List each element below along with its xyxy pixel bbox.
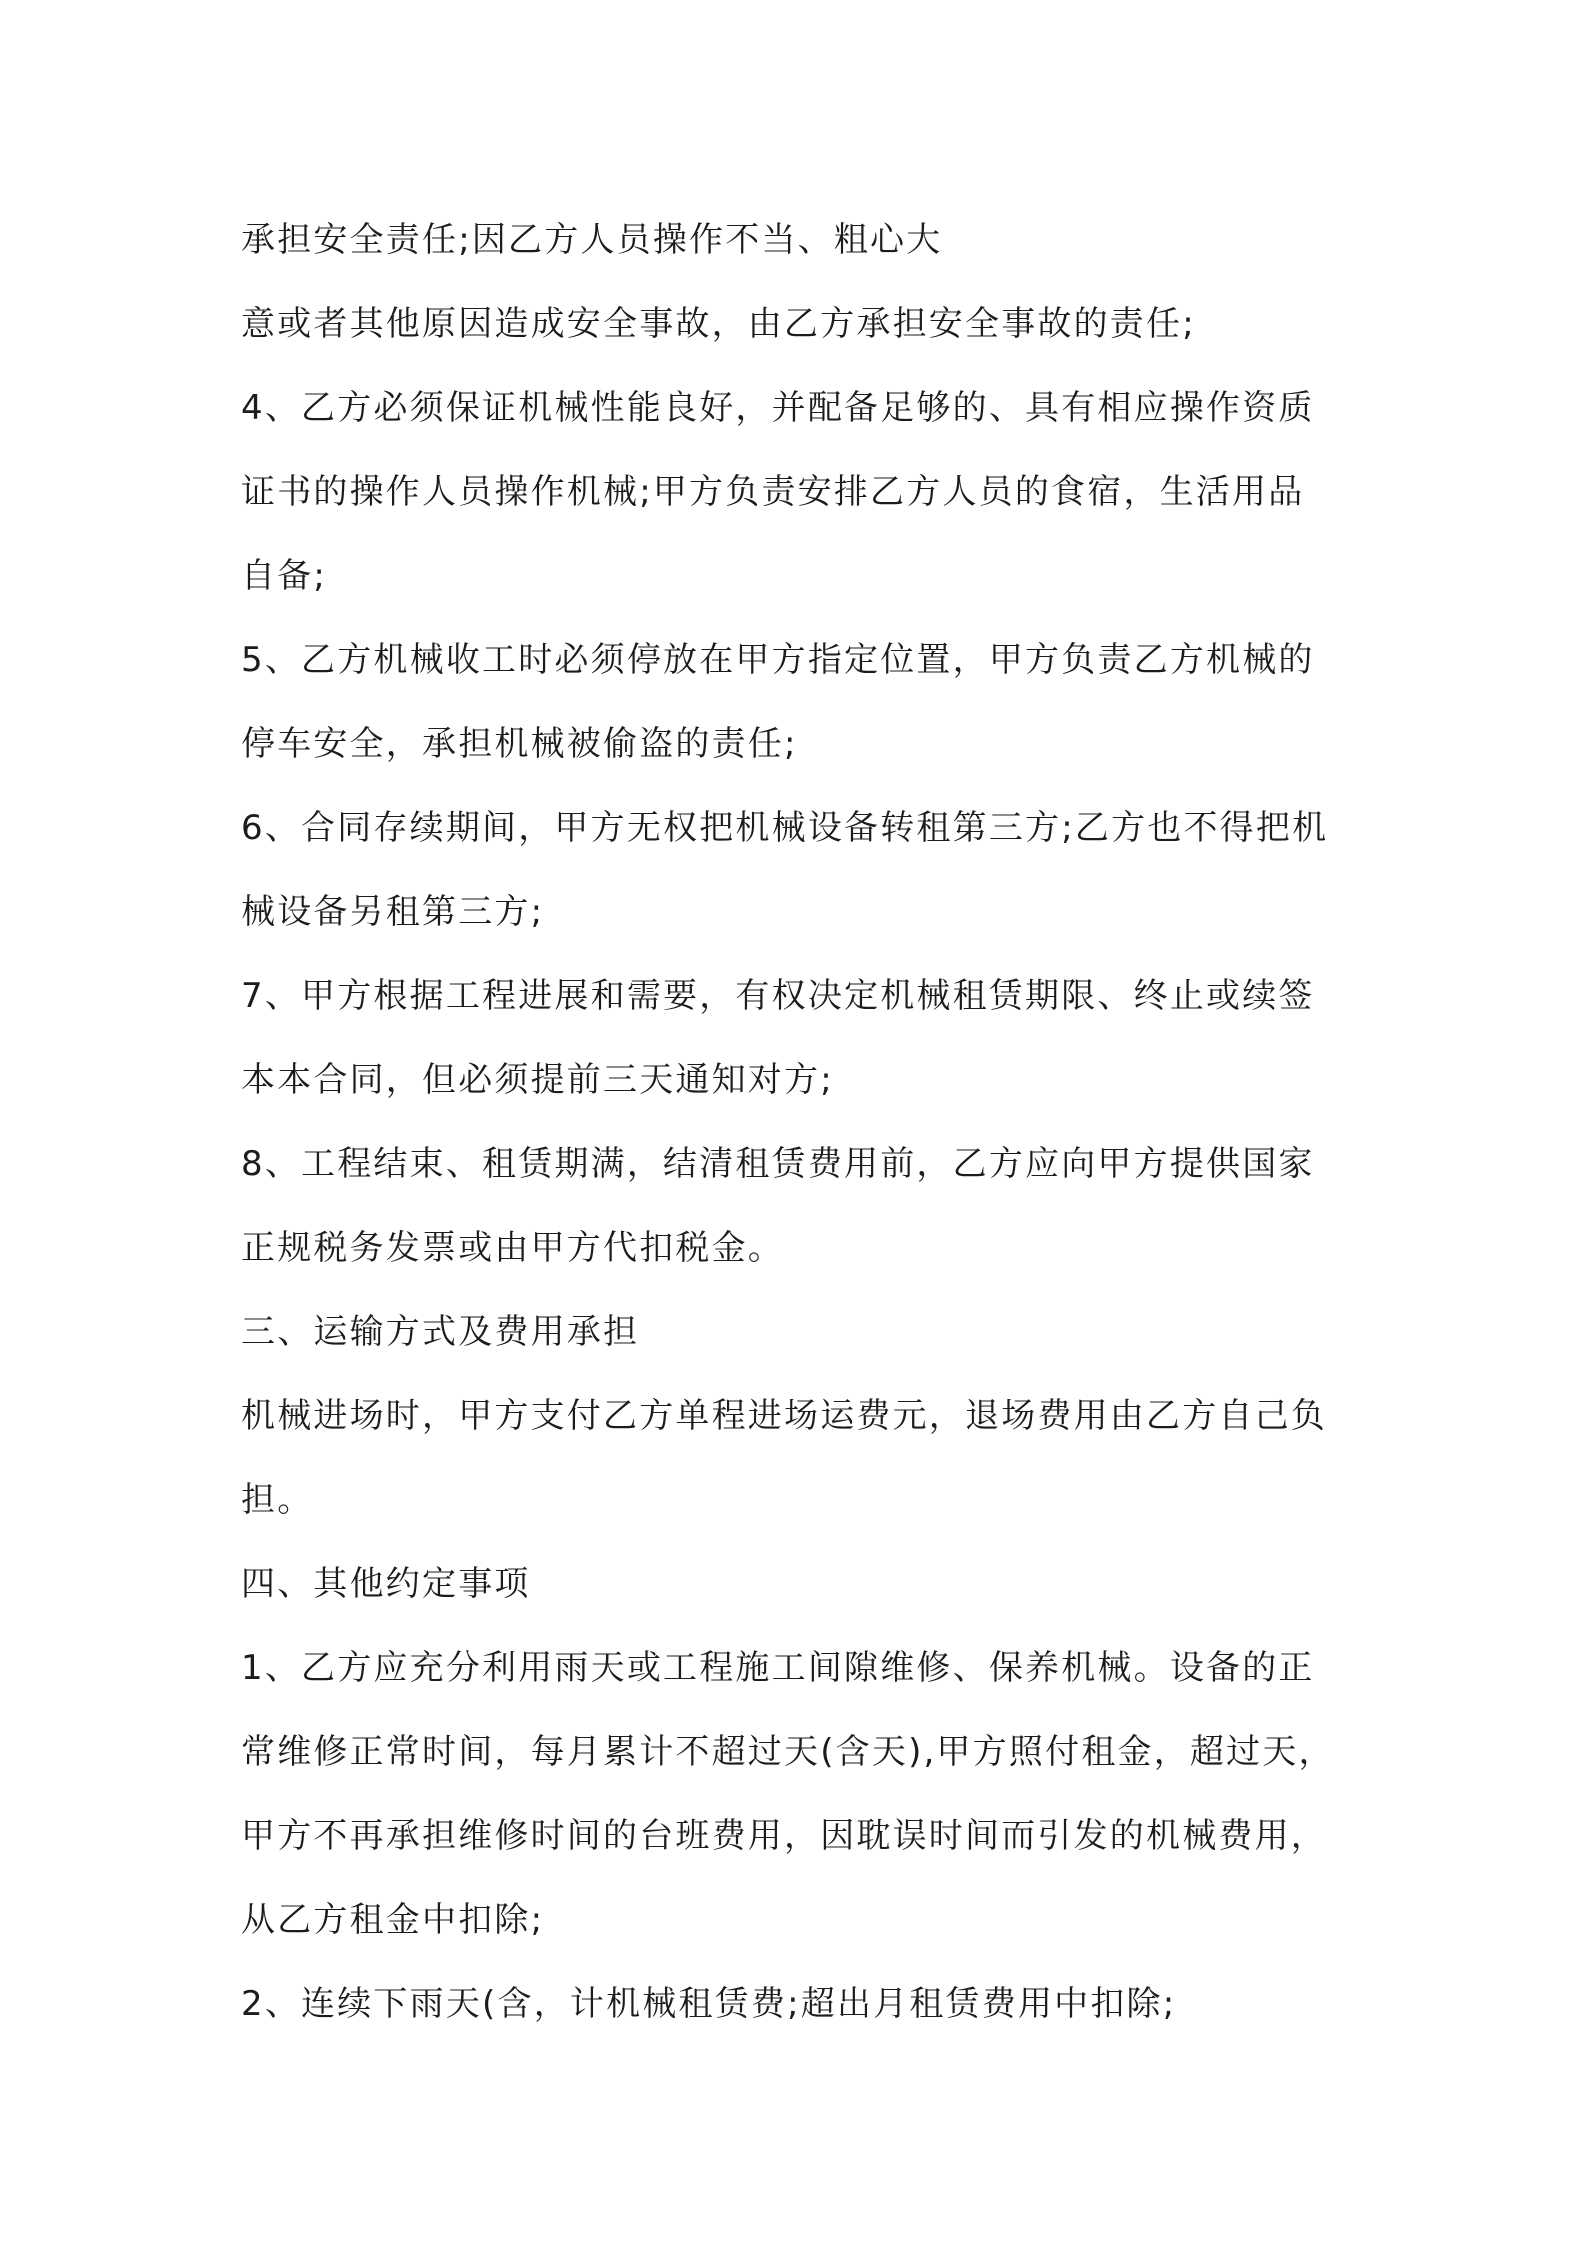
text-line: 自备; xyxy=(241,556,328,596)
section-heading: 三、运输方式及费用承担 xyxy=(241,1312,640,1352)
section-heading: 四、其他约定事项 xyxy=(241,1564,531,1604)
text-line: 6、合同存续期间，甲方无权把机械设备转租第三方;乙方也不得把机 xyxy=(241,808,1329,848)
document-body xyxy=(241,198,1361,2046)
text-line: 1、乙方应充分利用雨天或工程施工间隙维修、保养机械。设备的正 xyxy=(241,1648,1315,1688)
text-line: 停车安全，承担机械被偷盗的责任; xyxy=(241,724,798,764)
text-line: 甲方不再承担维修时间的台班费用，因耽误时间而引发的机械费用， xyxy=(241,1816,1327,1856)
text-line: 7、甲方根据工程进展和需要，有权决定机械租赁期限、终止或续签 xyxy=(241,976,1315,1016)
text-line: 8、工程结束、租赁期满，结清租赁费用前，乙方应向甲方提供国家 xyxy=(241,1144,1315,1184)
text-line: 本本合同，但必须提前三天通知对方; xyxy=(241,1060,834,1100)
text-line: 正规税务发票或由甲方代扣税金。 xyxy=(241,1228,784,1268)
text-line: 2、连续下雨天(含，计机械租赁费;超出月租赁费用中扣除; xyxy=(241,1984,1177,2024)
text-line: 5、乙方机械收工时必须停放在甲方指定位置，甲方负责乙方机械的 xyxy=(241,640,1315,680)
text-line: 常维修正常时间，每月累计不超过天(含天),甲方照付租金，超过天， xyxy=(241,1732,1335,1772)
text-line: 从乙方租金中扣除; xyxy=(241,1900,545,1940)
text-line: 担。 xyxy=(241,1480,314,1520)
text-line: 意或者其他原因造成安全事故，由乙方承担安全事故的责任; xyxy=(241,304,1196,344)
text-line: 承担安全责任;因乙方人员操作不当、粗心大 xyxy=(241,220,943,260)
text-line: 证书的操作人员操作机械;甲方负责安排乙方人员的食宿，生活用品 xyxy=(241,472,1305,512)
text-line: 机械进场时，甲方支付乙方单程进场运费元，退场费用由乙方自己负 xyxy=(241,1396,1327,1436)
text-line: 4、乙方必须保证机械性能良好，并配备足够的、具有相应操作资质 xyxy=(241,388,1315,428)
text-line: 械设备另租第三方; xyxy=(241,892,545,932)
